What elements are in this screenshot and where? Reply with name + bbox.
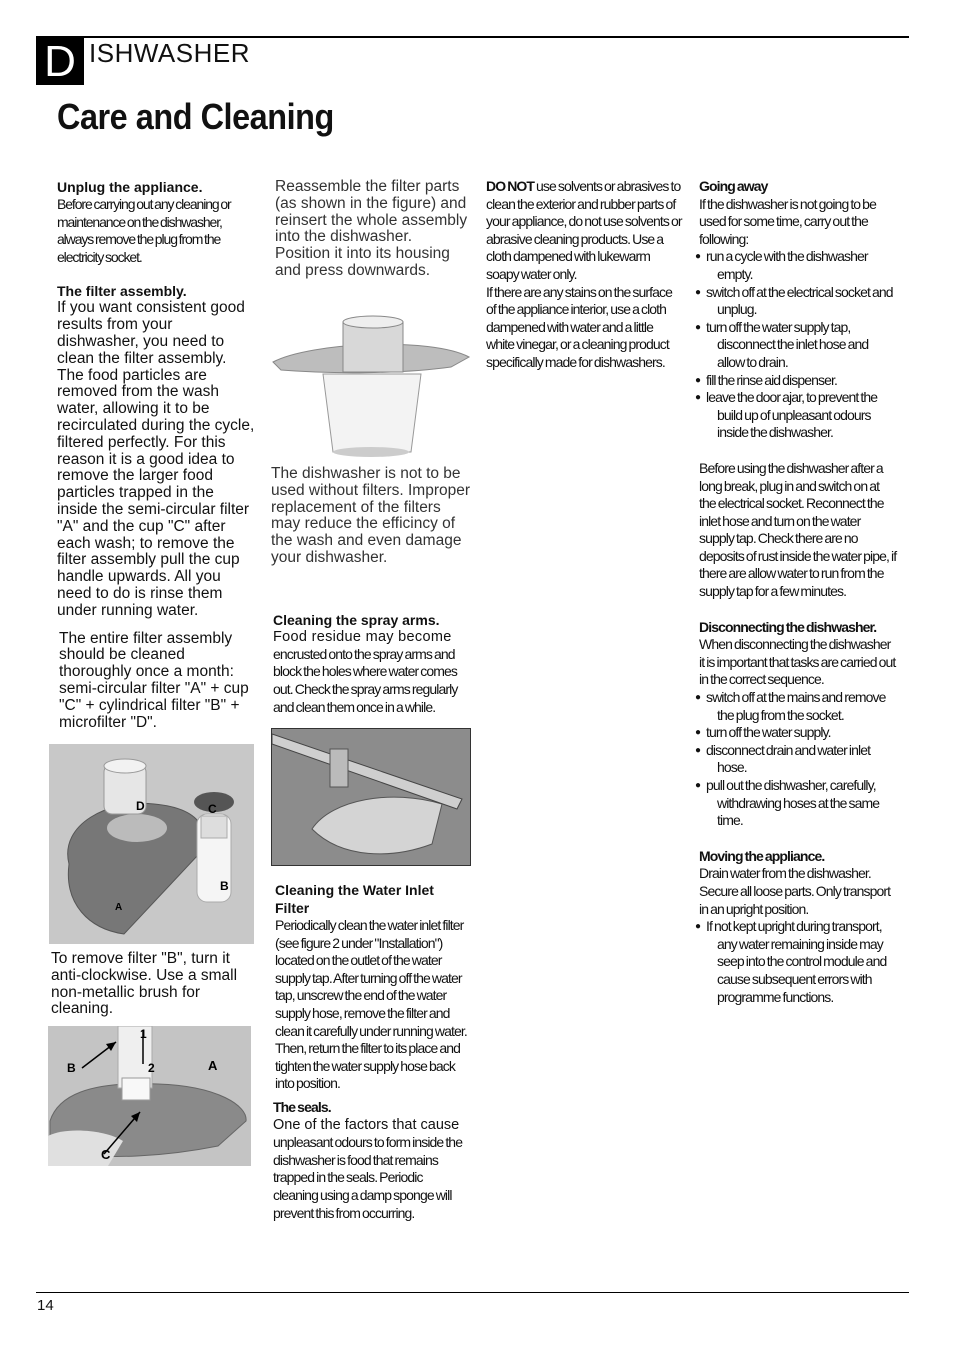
spray-arms-section [273,611,469,716]
donot-bold: DO NOT [486,178,535,194]
inlet-filter-text: Periodically clean the water inlet filter (see figure 2 under "Installation") located on the outlet of the water supply tap. After turning off the water tap, unscrew the end of the water supply hose, remove the filter and clean it carefully under running water. Then, return the filter to its place and tighten the water supply hose back into position. [275,917,467,1092]
fig2-label-c: C [101,1147,111,1162]
inlet-filter-heading: Cleaning the Water Inlet Filter [275,882,434,916]
reassemble-text: Reassemble the filter parts (as shown in the figure) and reinsert the whole assembly into the dishwasher. Position it into its housing and press downwards. [275,178,468,279]
unplug-heading: Unplug the appliance. [57,179,203,195]
seals-heading: The seals. [273,1099,331,1115]
fig2-label-2: 2 [148,1061,155,1075]
fig1-label-c: C [208,802,217,816]
filter-text: If you want consistent good results from your dishwasher, you need to clean the filter assembly. The food particles are removed from the wash water, allowing it to be recirculated during the cycle, filtered perfectly. For this reason it is a good idea to remove the larger food particles trapped in the inside the semi-circular filter "A" and the cup "C" after each wash; to remove the filter assembly pull the cup handle upwards. All you need to do is rinse them under running water. [57,299,255,619]
section-initial: D [36,37,84,85]
list-item: ● pull out the dishwasher, carefully, withdrawing hoses at the same time. [699,777,897,830]
list-item: ● fill the rinse aid dispenser. [699,372,897,390]
footer-rule [36,1292,909,1293]
spray-arms-text: encrusted onto the spray arms and block the holes where water comes out. Check the spray arms regularly and clean them once in a while. [273,645,458,715]
before-using-text: Before using the dishwasher after a long break, plug in and switch on at the electrical socket. Reconnect the inlet hose and turn on the water supply tap. Check there are no deposits of rust inside the water pipe, if there are allow water to run from the supply tap for a few minutes. [699,459,897,600]
spray-arms-heading: Cleaning the spray arms. [273,612,440,628]
monthly-text: The entire filter assembly should be cleaned thoroughly once a month: semi-circular filter "A" + cup "C" + cylindrical filter "B" + microfilter "D". [59,629,249,731]
donot-text: use solvents or abrasives to clean the exterior and rubber parts of your appliance, do not use solvents or abrasive cleaning products. Use a cloth dampened with lukewarm soapy water only. [486,178,682,282]
filter-removal-figure [48,1026,251,1166]
list-item: ● run a cycle with the dishwasher empty. [699,248,897,283]
list-item: ● disconnect drain and water inlet hose. [699,742,897,777]
fig1-label-d: D [136,799,145,813]
moving-text: Drain water from the dishwasher. Secure all loose parts. Only transport in an upright position. [699,865,891,917]
list-item: ● If not kept upright during transport, any water remaining inside may seep into the control module and cause subsequent errors with programme functions. [699,918,897,1006]
moving-list [699,918,897,1006]
fig2-label-1: 1 [140,1027,147,1041]
filter-heading: The filter assembly. [57,283,187,300]
fig1-label-a: A [115,902,123,913]
fig2-label-a: A [208,1058,218,1073]
spray-arm-figure [271,728,471,866]
no-filter-warning: The dishwasher is not to be used without filters. Improper replacement of the filters may reduce the efficincy of the wash and even damage your dishwasher. [271,465,471,566]
unplug-text: Before carrying out any cleaning or maintenance on the dishwasher, always remove the plug from the electricity socket. [57,196,231,265]
column-4 [699,178,897,1006]
remove-filter-b-text: To remove filter "B", turn it anti-clockwise. Use a small non-metallic brush for cleaning. [51,950,238,1018]
fig2-label-b: B [67,1061,76,1075]
filter-parts-illustration [49,744,254,944]
column-1 [57,178,257,731]
section-title: ISHWASHER [89,38,250,68]
spray-arms-lead: Food residue may become [273,629,452,645]
filter-removal-illustration [48,1026,251,1166]
page-title: Care and Cleaning [57,96,334,137]
filter-parts-figure [49,744,254,944]
assembled-filter-illustration [271,312,471,457]
assembled-filter-figure [271,312,471,457]
list-item: ● switch off at the electrical socket and unplug. [699,284,897,319]
donot-paragraph [486,178,682,284]
disconnecting-list [699,689,897,830]
spray-arm-illustration [272,729,470,865]
list-item: ● switch off at the mains and remove the plug from the socket. [699,689,897,724]
disconnecting-text: When disconnecting the dishwasher it is important that tasks are carried out in the correct sequence. [699,636,896,688]
column-3 [486,178,682,372]
seals-section [273,1099,469,1222]
inlet-filter-section [275,881,471,1093]
list-item: ● turn off the water supply. [699,724,897,742]
moving-heading: Moving the appliance. [699,847,825,864]
fig1-label-b: B [220,879,229,893]
seals-text: unpleasant odours to form inside the dishwasher is food that remains trapped in the seals. Periodic cleaning using a damp sponge will prevent this from occurring. [273,1134,463,1221]
stains-text: If there are any stains on the surface of the appliance interior, use a cloth dampened with water and a little white vinegar, or a cleaning product specifically made for dishwashers. [486,283,673,370]
page-number: 14 [37,1297,54,1314]
going-away-heading: Going away [699,178,768,194]
list-item: ● leave the door ajar, to prevent the build up of unpleasant odours inside the dishwasher. [699,389,897,442]
seals-lead: One of the factors that cause [273,1116,460,1133]
going-away-list [699,248,897,442]
disconnecting-heading: Disconnecting the dishwasher. [699,618,877,635]
list-item: ● turn off the water supply tap, disconnect the inlet hose and allow to drain. [699,319,897,372]
going-away-text: If the dishwasher is not going to be used for some time, carry out the following: [699,195,876,247]
